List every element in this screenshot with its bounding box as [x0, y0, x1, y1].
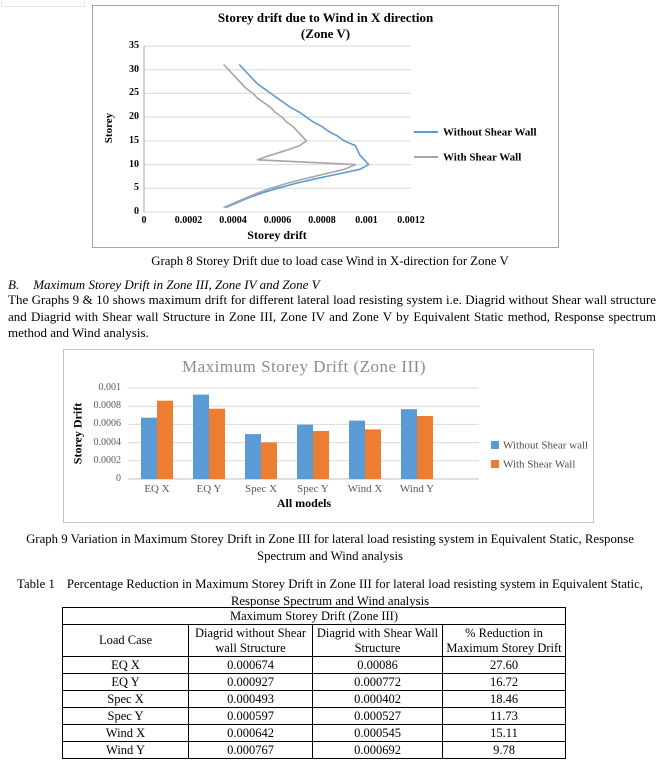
legend-line-sample	[414, 131, 438, 133]
table-header-row	[63, 625, 566, 657]
table-cell: 0.000927	[189, 674, 313, 691]
table-column-header: Load Case	[63, 625, 189, 657]
table-cell: 0.000772	[313, 674, 443, 691]
legend-label: With Shear Wall	[443, 151, 522, 164]
graph9-y-tick: 0.0004	[93, 436, 121, 448]
table-cell: 0.000527	[313, 708, 443, 725]
table-column-header: Diagrid without Shear wall Structure	[189, 625, 313, 657]
graph8-y-tick: 35	[129, 40, 139, 51]
graph9-category-label: Spec Y	[297, 483, 329, 495]
legend-label: With Shear Wall	[503, 458, 576, 471]
graph8-y-tick: 5	[134, 182, 139, 194]
graph9-y-tick: 0.0008	[93, 400, 121, 412]
table-row	[63, 657, 566, 674]
table-cell: 0.000545	[313, 725, 443, 742]
legend-swatch	[491, 441, 499, 449]
table-cell: 0.000767	[189, 742, 313, 759]
table-row	[63, 691, 566, 708]
table-row	[63, 725, 566, 742]
graph8-chart-title: Storey drift due to Wind in X direction	[217, 10, 434, 25]
graph9-y-tick: 0.0002	[93, 454, 121, 466]
table-cell: EQ Y	[63, 674, 189, 691]
graph8-chart-frame	[92, 5, 559, 248]
table-cell: 11.73	[443, 708, 566, 725]
graph9-y-tick: 0	[116, 473, 121, 484]
table-column-header: % Reduction in Maximum Storey Drift	[443, 625, 566, 657]
table-cell: 0.000642	[189, 725, 313, 742]
graph8-x-tick: 0.0006	[263, 215, 292, 226]
graph8-y-tick: 10	[129, 158, 139, 170]
table-cell: EQ X	[63, 657, 189, 674]
graph8-y-tick: 20	[129, 111, 139, 123]
graph8-y-axis-title: Storey	[103, 112, 115, 144]
graph9-x-axis-title: All models	[276, 496, 332, 510]
legend-label: Without Shear Wall	[443, 126, 537, 139]
legend-label: Without Shear wall	[503, 439, 589, 452]
table-cell: Wind X	[63, 725, 189, 742]
table-cell: 0.000493	[189, 691, 313, 708]
top-left-artifact	[1, 0, 85, 7]
graph9-caption: Graph 9 Variation in Maximum Storey Drift in Zone III for lateral load resisting system in Equivalent Static, Response Spectrum and Wind analysis	[26, 532, 634, 563]
table1-caption-label: Table 1	[17, 577, 55, 591]
graph8-x-axis-title: Storey drift	[247, 228, 307, 242]
table-cell: Spec Y	[63, 708, 189, 725]
table-cell: Wind Y	[63, 742, 189, 759]
table-cell: 0.000597	[189, 708, 313, 725]
graph9-y-axis-title: Storey Drift	[70, 402, 85, 465]
graph9-category-label: Wind X	[347, 483, 383, 495]
table-cell: 0.000402	[313, 691, 443, 708]
graph9-y-tick: 0.001	[98, 382, 121, 393]
table-row	[63, 742, 566, 759]
table-cell: 0.000692	[313, 742, 443, 759]
graph8-x-tick: 0.0002	[174, 215, 203, 226]
graph9-chart-title: Maximum Storey Drift (Zone III)	[182, 357, 426, 376]
graph9-chart-frame	[63, 349, 594, 523]
table1-caption-text: Percentage Reduction in Maximum Storey Drift in Zone III for lateral load resisting system in Equivalent Static, Response Spectrum and Wind analysis	[66, 577, 643, 608]
section-b-paragraph: The Graphs 9 & 10 shows maximum drift for different lateral load resisting system i.e. Diagrid without Shear wall structure and Diagrid with Shear wall Structure in Zone III, Zone IV and Zone V by Equivalent Static method, Response spectrum method and Wind analysis.	[8, 292, 656, 340]
graph9-legend-item	[491, 455, 575, 473]
table1	[62, 607, 566, 759]
graph9-category-label: Spec X	[244, 483, 278, 495]
graph8-x-tick: 0.0008	[308, 215, 336, 226]
table-cell: Spec X	[63, 691, 189, 708]
graph8-y-tick: 15	[129, 134, 139, 146]
graph8-y-tick: 30	[129, 63, 139, 75]
legend-line-sample	[414, 156, 438, 158]
graph9-legend-item	[491, 436, 588, 454]
table-merged-header: Maximum Storey Drift (Zone III)	[63, 608, 566, 625]
graph9-category-label: Wind Y	[399, 483, 435, 495]
table-column-header: Diagrid with Shear Wall Structure	[313, 625, 443, 657]
table-cell: 9.78	[443, 742, 566, 759]
graph9-category-label: EQ Y	[196, 483, 222, 495]
table-cell: 15.11	[443, 725, 566, 742]
graph8-x-tick: 0.001	[355, 215, 378, 226]
graph8-legend-item	[414, 148, 521, 166]
graph8-x-tick: 0.0004	[219, 215, 247, 226]
legend-swatch	[491, 460, 499, 468]
graph8-y-tick: 0	[134, 206, 139, 217]
graph8-x-tick: 0.0012	[397, 215, 425, 226]
table-row	[63, 708, 566, 725]
section-b-title: Maximum Storey Drift in Zone III, Zone IV and Zone V	[33, 277, 320, 292]
table-cell: 18.46	[443, 691, 566, 708]
graph8-chart-subtitle: (Zone V)	[300, 26, 351, 41]
table1-caption	[14, 576, 646, 609]
graph9-y-tick: 0.0006	[93, 418, 121, 430]
section-b-heading	[8, 277, 320, 293]
section-b-label: B.	[8, 277, 20, 292]
graph8-caption: Graph 8 Storey Drift due to load case Wind in X-direction for Zone V	[151, 254, 509, 268]
graph8-y-tick: 25	[129, 87, 139, 99]
table-cell: 0.00086	[313, 657, 443, 674]
graph8-x-tick: 0	[141, 215, 147, 226]
table-cell: 0.000674	[189, 657, 313, 674]
graph9-category-label: EQ X	[144, 483, 170, 495]
table-cell: 27.60	[443, 657, 566, 674]
table-cell: 16.72	[443, 674, 566, 691]
graph8-legend-item	[414, 123, 537, 141]
table-row	[63, 674, 566, 691]
table-merged-header-row	[63, 608, 566, 625]
